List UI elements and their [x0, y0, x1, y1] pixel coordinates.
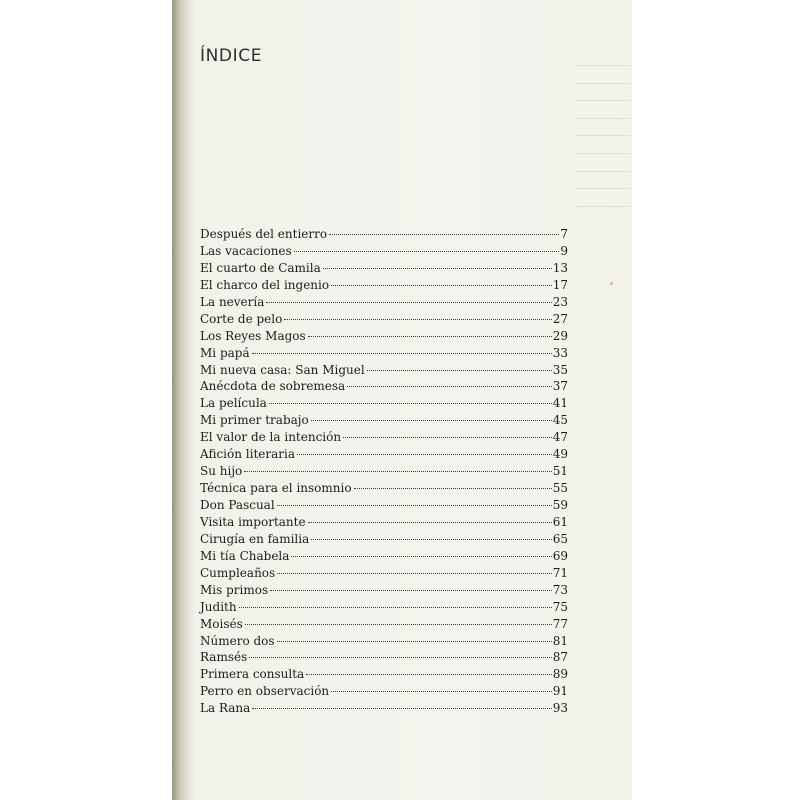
dot-leader	[343, 436, 552, 438]
toc-entry-title: Moisés	[200, 616, 243, 631]
dot-leader	[252, 707, 551, 709]
toc-entry-title: El valor de la intención	[200, 430, 342, 445]
toc-entry	[200, 362, 568, 379]
paper-smudge	[610, 282, 613, 285]
toc-entry-title: Corte de pelo	[200, 311, 283, 326]
toc-entry	[200, 548, 568, 565]
dot-leader	[294, 250, 560, 252]
toc-entry-page-number: 37	[552, 379, 568, 394]
toc-entry	[200, 226, 568, 243]
toc-entry-title: Judith	[200, 599, 237, 614]
toc-entry-title: La Rana	[200, 701, 251, 716]
dot-leader	[311, 538, 551, 540]
toc-entry-title: Su hijo	[200, 464, 243, 479]
dot-leader	[269, 402, 552, 404]
dot-leader	[244, 470, 551, 472]
toc-entry-title: Mi primer trabajo	[200, 413, 309, 428]
toc-entry-title: Técnica para el insomnio	[200, 481, 352, 496]
toc-entry	[200, 395, 568, 412]
dot-leader	[354, 487, 552, 489]
toc-entry	[200, 700, 568, 717]
toc-entry	[200, 378, 568, 395]
dot-leader	[347, 385, 552, 387]
dot-leader	[306, 673, 552, 675]
toc-entry-page-number: 71	[552, 565, 568, 580]
toc-entry-title: Perro en observación	[200, 684, 330, 699]
toc-entry-page-number: 9	[560, 243, 568, 258]
toc-entry	[200, 429, 568, 446]
toc-entry	[200, 311, 568, 328]
table-of-contents	[200, 226, 568, 717]
toc-entry-page-number: 87	[552, 650, 568, 665]
dot-leader	[331, 690, 552, 692]
toc-entry-page-number: 45	[552, 413, 568, 428]
toc-entry-page-number: 59	[552, 498, 568, 512]
toc-entry-page-number: 55	[552, 481, 568, 496]
toc-entry	[200, 666, 568, 683]
toc-entry	[200, 345, 568, 362]
toc-entry-page-number: 23	[552, 294, 568, 309]
toc-entry-page-number: 89	[552, 667, 568, 682]
toc-entry-title: El cuarto de Camila	[200, 260, 321, 275]
toc-entry	[200, 497, 568, 514]
dot-leader	[277, 572, 552, 574]
toc-entry-page-number: 65	[552, 531, 568, 546]
toc-entry-page-number: 29	[552, 328, 568, 343]
toc-entry-title: Mis primos	[200, 582, 269, 597]
dot-leader	[367, 369, 552, 371]
toc-entry-page-number: 49	[552, 447, 568, 462]
toc-entry	[200, 412, 568, 429]
dot-leader	[239, 606, 552, 608]
dot-leader	[249, 656, 551, 658]
dot-leader	[266, 301, 551, 303]
toc-entry-page-number: 17	[552, 277, 568, 292]
toc-entry-title: Mi nueva casa: San Miguel	[200, 362, 365, 377]
toc-entry-title: Mi papá	[200, 345, 250, 360]
dot-leader	[311, 419, 552, 421]
toc-entry-title: Visita importante	[200, 514, 306, 529]
dot-leader	[329, 233, 559, 235]
dot-leader	[291, 555, 551, 557]
dot-leader	[270, 589, 552, 591]
toc-entry	[200, 243, 568, 260]
toc-entry-page-number: 91	[552, 684, 568, 699]
dot-leader	[284, 318, 551, 320]
toc-entry-page-number: 7	[560, 227, 568, 241]
toc-entry	[200, 260, 568, 277]
toc-entry	[200, 531, 568, 548]
toc-entry	[200, 328, 568, 345]
toc-entry-title: Mi tía Chabela	[200, 548, 290, 563]
toc-entry-page-number: 61	[552, 514, 568, 529]
toc-entry-title: El charco del ingenio	[200, 277, 330, 292]
toc-entry-page-number: 93	[552, 701, 568, 716]
toc-entry-page-number: 73	[552, 582, 568, 597]
toc-entry-page-number: 47	[552, 430, 568, 445]
page-title: ÍNDICE	[200, 46, 263, 66]
toc-entry-page-number: 33	[552, 345, 568, 360]
toc-entry-page-number: 41	[552, 396, 568, 411]
toc-entry-page-number: 27	[552, 311, 568, 326]
toc-entry-title: Anécdota de sobremesa	[200, 379, 346, 394]
toc-entry-page-number: 75	[552, 599, 568, 614]
toc-entry-page-number: 51	[552, 464, 568, 479]
dot-leader	[245, 623, 552, 625]
toc-entry	[200, 565, 568, 582]
toc-entry	[200, 463, 568, 480]
dot-leader	[308, 335, 552, 337]
dot-leader	[323, 267, 552, 269]
toc-entry-title: La película	[200, 396, 267, 411]
toc-entry-title: La nevería	[200, 294, 265, 309]
toc-entry-title: Ramsés	[200, 650, 248, 665]
dot-leader	[308, 521, 552, 523]
toc-entry	[200, 294, 568, 311]
toc-entry-title: Cirugía en familia	[200, 531, 310, 546]
dot-leader	[277, 504, 552, 506]
toc-entry-page-number: 35	[552, 362, 568, 377]
toc-entry-page-number: 13	[552, 260, 568, 275]
toc-entry-title: Cumpleaños	[200, 565, 276, 580]
toc-entry	[200, 599, 568, 616]
toc-entry-title: Don Pascual	[200, 498, 275, 512]
toc-entry-title: Las vacaciones	[200, 243, 292, 258]
page-gutter-shadow	[172, 0, 194, 800]
toc-entry	[200, 582, 568, 599]
dot-leader	[331, 284, 552, 286]
toc-entry-page-number: 81	[552, 633, 568, 648]
toc-entry-title: Después del entierro	[200, 227, 328, 241]
toc-entry	[200, 633, 568, 650]
toc-entry	[200, 649, 568, 666]
toc-entry	[200, 616, 568, 633]
toc-entry-title: Primera consulta	[200, 667, 305, 682]
toc-entry-page-number: 69	[552, 548, 568, 563]
toc-entry	[200, 514, 568, 531]
dot-leader	[252, 352, 552, 354]
toc-entry	[200, 480, 568, 497]
show-through-text: ─────── ─────── ─────── ─────── ─────── ─────── ─────── ─────── ───────	[575, 60, 630, 213]
toc-entry	[200, 683, 568, 700]
toc-entry-title: Afición literaria	[200, 447, 296, 462]
toc-entry	[200, 446, 568, 463]
dot-leader	[297, 453, 552, 455]
dot-leader	[277, 640, 552, 642]
toc-entry-title: Los Reyes Magos	[200, 328, 306, 343]
toc-entry-title: Número dos	[200, 633, 275, 648]
toc-entry	[200, 277, 568, 294]
toc-entry-page-number: 77	[552, 616, 568, 631]
